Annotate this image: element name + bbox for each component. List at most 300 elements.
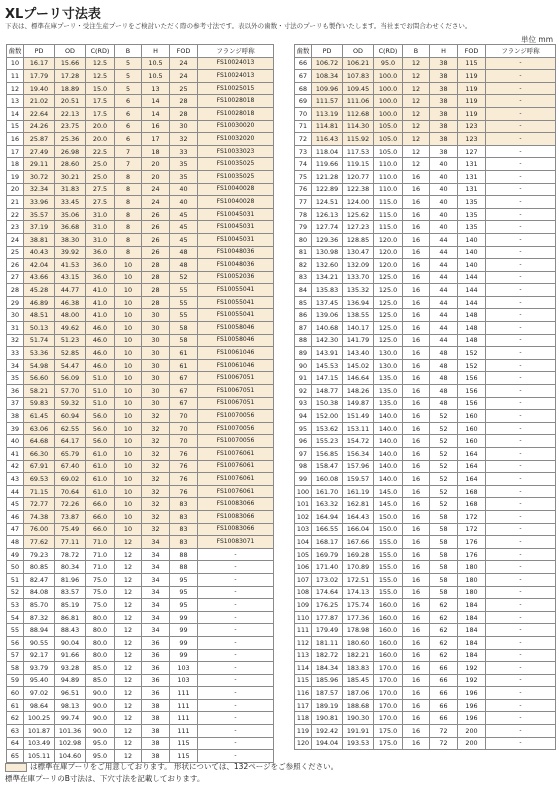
table-cell: 99	[170, 649, 198, 662]
table-cell: 16	[403, 221, 430, 234]
table-cell: -	[486, 510, 556, 523]
table-cell: -	[486, 158, 556, 171]
table-cell: 59.32	[55, 397, 86, 410]
table-cell: 45	[170, 208, 198, 221]
table-cell: 16	[403, 448, 430, 461]
table-cell: 60	[7, 687, 24, 700]
table-cell: 140.68	[312, 322, 343, 335]
table-row	[295, 422, 556, 435]
table-cell: 110	[295, 611, 312, 624]
table-cell: 32	[142, 510, 170, 523]
table-cell: 17.28	[55, 70, 86, 83]
table-cell: 66	[430, 712, 458, 725]
table-cell: 150.0	[374, 510, 403, 523]
table-cell: 31.0	[86, 233, 115, 246]
table-cell: 38	[430, 95, 458, 108]
table-cell: 17	[142, 133, 170, 146]
table-row	[7, 725, 274, 738]
col-fod: FOD	[458, 45, 486, 58]
table-cell: 40	[430, 183, 458, 196]
table-cell: 111.06	[343, 95, 374, 108]
table-cell: 148	[458, 322, 486, 335]
table-cell: 103	[170, 662, 198, 675]
table-cell: 92	[295, 385, 312, 398]
table-cell: 110.0	[374, 158, 403, 171]
table-cell: 15	[7, 120, 24, 133]
table-cell: 16	[403, 611, 430, 624]
table-cell: -	[198, 548, 274, 561]
table-cell: FS10045031	[198, 208, 274, 221]
table-row	[7, 334, 274, 347]
table-cell: 44	[430, 296, 458, 309]
table-cell: 104.60	[55, 750, 86, 763]
table-cell: 85	[295, 296, 312, 309]
table-cell: 16	[403, 460, 430, 473]
table-cell: 44	[430, 322, 458, 335]
table-cell: 120.0	[374, 233, 403, 246]
table-cell: 16	[403, 372, 430, 385]
table-cell: 158.47	[312, 460, 343, 473]
table-cell: 76.00	[24, 523, 55, 536]
table-cell: 46.38	[55, 296, 86, 309]
table-row	[295, 158, 556, 171]
table-cell: 30	[142, 334, 170, 347]
table-cell: 40.43	[24, 246, 55, 259]
table-cell: -	[198, 712, 274, 725]
table-cell: 108	[295, 586, 312, 599]
table-cell: 6	[115, 95, 142, 108]
table-cell: 25.0	[86, 158, 115, 171]
table-cell: -	[486, 536, 556, 549]
table-cell: 32	[142, 473, 170, 486]
table-cell: 10	[115, 448, 142, 461]
table-cell: 80.85	[24, 561, 55, 574]
table-cell: 52	[430, 498, 458, 511]
table-cell: 137.45	[312, 296, 343, 309]
table-cell: 79.23	[24, 548, 55, 561]
table-cell: 100.0	[374, 70, 403, 83]
table-cell: 63.06	[24, 422, 55, 435]
table-cell: 107.83	[343, 70, 374, 83]
table-cell: 46.0	[86, 347, 115, 360]
table-cell: 12	[115, 586, 142, 599]
table-cell: 66	[430, 674, 458, 687]
table-cell: 40	[430, 170, 458, 183]
table-cell: 40	[430, 158, 458, 171]
table-cell: 16	[403, 599, 430, 612]
table-cell: -	[486, 523, 556, 536]
table-cell: 105.0	[374, 133, 403, 146]
table-cell: 106.21	[343, 57, 374, 70]
table-cell: 44	[430, 233, 458, 246]
table-cell: 16	[403, 347, 430, 360]
table-cell: 30	[142, 309, 170, 322]
table-cell: 135	[458, 196, 486, 209]
table-cell: 139.06	[312, 309, 343, 322]
table-cell: 71	[295, 120, 312, 133]
table-cell: 164	[458, 448, 486, 461]
table-cell: 71.0	[86, 536, 115, 549]
table-cell: 36	[142, 674, 170, 687]
table-cell: 152.00	[312, 410, 343, 423]
table-cell: 75.0	[86, 586, 115, 599]
table-cell: FS10025015	[198, 82, 274, 95]
table-cell: 70	[170, 410, 198, 423]
table-cell: 64.68	[24, 435, 55, 448]
table-cell: 76	[295, 183, 312, 196]
table-cell: 180	[458, 561, 486, 574]
table-cell: -	[486, 649, 556, 662]
table-cell: 105.0	[374, 120, 403, 133]
table-cell: 171.40	[312, 561, 343, 574]
table-row	[295, 347, 556, 360]
table-cell: 26	[142, 208, 170, 221]
table-cell: 99	[295, 473, 312, 486]
table-cell: 36	[7, 385, 24, 398]
table-row	[7, 233, 274, 246]
table-cell: 87	[295, 322, 312, 335]
table-cell: 26.98	[55, 145, 86, 158]
table-cell: 106	[295, 561, 312, 574]
table-cell: 25.36	[55, 133, 86, 146]
table-cell: 109.96	[312, 82, 343, 95]
table-cell: 52	[430, 460, 458, 473]
table-row	[295, 510, 556, 523]
table-cell: 40	[170, 196, 198, 209]
table-cell: 145.53	[312, 359, 343, 372]
table-cell: 10	[115, 422, 142, 435]
table-row	[295, 674, 556, 687]
table-row	[295, 523, 556, 536]
table-cell: 25.87	[24, 133, 55, 146]
table-cell: 148	[458, 309, 486, 322]
table-cell: 177.87	[312, 611, 343, 624]
table-cell: 35	[7, 372, 24, 385]
table-cell: 114.81	[312, 120, 343, 133]
table-cell: 44	[430, 259, 458, 272]
table-cell: 31.0	[86, 221, 115, 234]
table-cell: 24	[170, 57, 198, 70]
table-cell: FS10076061	[198, 485, 274, 498]
table-cell: -	[486, 460, 556, 473]
table-cell: 44.77	[55, 284, 86, 297]
table-cell: 8	[115, 233, 142, 246]
table-row	[7, 485, 274, 498]
table-cell: FS10067051	[198, 372, 274, 385]
table-row	[295, 397, 556, 410]
table-cell: 156	[458, 397, 486, 410]
table-cell: FS10058046	[198, 334, 274, 347]
table-cell: 26	[7, 259, 24, 272]
table-cell: 8	[115, 246, 142, 259]
table-cell: 72.26	[55, 498, 86, 511]
table-cell: 62	[430, 624, 458, 637]
table-cell: 184	[458, 649, 486, 662]
table-row	[7, 498, 274, 511]
table-cell: 35.06	[55, 208, 86, 221]
table-cell: 48	[7, 536, 24, 549]
table-cell: -	[486, 284, 556, 297]
table-row	[295, 322, 556, 335]
table-cell: 119	[458, 70, 486, 83]
table-cell: 168	[458, 498, 486, 511]
table-cell: 22.13	[55, 107, 86, 120]
table-cell: 12	[115, 536, 142, 549]
table-row	[7, 737, 274, 750]
unit-label: 単位 mm	[521, 35, 553, 44]
table-cell: 95.40	[24, 674, 55, 687]
table-cell: 38	[142, 737, 170, 750]
table-cell: FS10067051	[198, 397, 274, 410]
table-cell: 59.83	[24, 397, 55, 410]
table-row	[7, 636, 274, 649]
table-cell: 67	[170, 397, 198, 410]
table-cell: FS10040028	[198, 183, 274, 196]
table-cell: 100.0	[374, 107, 403, 120]
table-cell: 172	[458, 523, 486, 536]
table-cell: 140	[458, 233, 486, 246]
table-cell: 120.77	[343, 170, 374, 183]
table-cell: 83	[170, 510, 198, 523]
table-row	[7, 309, 274, 322]
table-cell: -	[486, 397, 556, 410]
table-cell: 178.98	[343, 624, 374, 637]
table-cell: 83	[170, 498, 198, 511]
table-cell: 58	[430, 573, 458, 586]
table-cell: 34	[142, 586, 170, 599]
table-row	[295, 712, 556, 725]
table-cell: 105	[295, 548, 312, 561]
table-cell: 160.0	[374, 624, 403, 637]
table-cell: 35	[170, 158, 198, 171]
table-cell: 113	[295, 649, 312, 662]
table-cell: 68	[295, 82, 312, 95]
table-cell: 20	[7, 183, 24, 196]
table-cell: 119	[458, 95, 486, 108]
table-row	[7, 473, 274, 486]
table-header	[295, 45, 556, 58]
table-cell: 75.0	[86, 573, 115, 586]
table-cell: 86.81	[55, 611, 86, 624]
table-cell: 13	[142, 82, 170, 95]
table-cell: 160.08	[312, 473, 343, 486]
table-cell: 36.68	[55, 221, 86, 234]
table-cell: 35	[170, 170, 198, 183]
table-row	[7, 133, 274, 146]
table-cell: 56.0	[86, 422, 115, 435]
table-cell: 90.55	[24, 636, 55, 649]
table-cell: 36.0	[86, 259, 115, 272]
table-cell: 143.40	[343, 347, 374, 360]
table-cell: 32	[142, 435, 170, 448]
table-cell: 16	[403, 397, 430, 410]
table-cell: 38	[430, 120, 458, 133]
table-cell: 87.32	[24, 611, 55, 624]
table-row	[7, 145, 274, 158]
table-cell: 30.72	[24, 170, 55, 183]
table-cell: 43.66	[24, 271, 55, 284]
table-cell: 30	[142, 359, 170, 372]
table-cell: 96.51	[55, 687, 86, 700]
table-cell: 12.5	[86, 70, 115, 83]
table-row	[295, 662, 556, 675]
table-cell: 8	[115, 183, 142, 196]
table-cell: 40	[430, 208, 458, 221]
table-row	[295, 485, 556, 498]
table-cell: 76	[170, 460, 198, 473]
table-cell: 16	[403, 246, 430, 259]
table-cell: 30	[142, 322, 170, 335]
table-cell: 95.0	[86, 750, 115, 763]
table-cell: -	[486, 196, 556, 209]
table-cell: 56.0	[86, 410, 115, 423]
table-cell: 70	[170, 422, 198, 435]
table-row	[7, 95, 274, 108]
table-row	[295, 737, 556, 750]
table-cell: 90.0	[86, 687, 115, 700]
table-cell: -	[486, 737, 556, 750]
table-cell: 72	[430, 737, 458, 750]
table-header	[7, 45, 274, 58]
table-cell: 73	[295, 145, 312, 158]
table-cell: 26	[142, 221, 170, 234]
table-cell: 97.02	[24, 687, 55, 700]
table-cell: 141.79	[343, 334, 374, 347]
table-cell: 156	[458, 372, 486, 385]
table-cell: FS10083071	[198, 536, 274, 549]
table-cell: 122.38	[343, 183, 374, 196]
table-cell: 116.43	[312, 133, 343, 146]
table-cell: 14	[7, 107, 24, 120]
table-cell: 32	[7, 334, 24, 347]
table-cell: 27	[7, 271, 24, 284]
table-cell: FS10032020	[198, 133, 274, 146]
table-cell: 34	[7, 359, 24, 372]
table-cell: 16	[403, 196, 430, 209]
table-cell: 16	[403, 498, 430, 511]
table-cell: 54.98	[24, 359, 55, 372]
table-cell: FS10048036	[198, 246, 274, 259]
table-cell: 38	[430, 133, 458, 146]
table-cell: 196	[458, 712, 486, 725]
table-cell: 156	[458, 385, 486, 398]
table-cell: 33	[170, 145, 198, 158]
legend-text: は標準在庫プーリをご用意しております。 形状については、132ページをご参照ください。	[30, 762, 339, 771]
table-cell: 115	[170, 737, 198, 750]
table-cell: 8	[115, 170, 142, 183]
table-cell: -	[486, 271, 556, 284]
table-cell: 52	[430, 473, 458, 486]
table-cell: 12	[115, 712, 142, 725]
table-cell: 66.0	[86, 510, 115, 523]
table-cell: 28.60	[55, 158, 86, 171]
table-cell: 37	[7, 397, 24, 410]
table-cell: 10	[115, 410, 142, 423]
table-cell: 58	[430, 536, 458, 549]
table-cell: 95	[170, 599, 198, 612]
table-cell: 46.0	[86, 359, 115, 372]
table-cell: 61.0	[86, 485, 115, 498]
table-row	[295, 636, 556, 649]
table-cell: -	[486, 233, 556, 246]
table-cell: 115	[295, 674, 312, 687]
table-cell: -	[486, 674, 556, 687]
table-cell: 132.09	[343, 259, 374, 272]
table-cell: 95	[295, 422, 312, 435]
table-cell: 52	[430, 435, 458, 448]
table-cell: -	[198, 599, 274, 612]
table-row	[295, 246, 556, 259]
table-cell: -	[486, 712, 556, 725]
table-cell: 117	[295, 699, 312, 712]
table-cell: 28	[7, 284, 24, 297]
table-cell: 52	[430, 485, 458, 498]
table-cell: 10.5	[142, 57, 170, 70]
table-row	[7, 284, 274, 297]
table-cell: 130.47	[343, 246, 374, 259]
table-cell: -	[486, 435, 556, 448]
table-cell: 56.60	[24, 372, 55, 385]
table-cell: FS10055041	[198, 309, 274, 322]
table-cell: 164	[458, 473, 486, 486]
table-cell: -	[486, 624, 556, 637]
table-cell: 7	[115, 145, 142, 158]
table-cell: 26	[142, 246, 170, 259]
table-cell: 119.66	[312, 158, 343, 171]
table-cell: 111	[295, 624, 312, 637]
table-cell: 40	[430, 196, 458, 209]
table-cell: 192	[458, 662, 486, 675]
table-cell: 91	[295, 372, 312, 385]
table-cell: 81.96	[55, 573, 86, 586]
table-cell: 16	[403, 548, 430, 561]
table-cell: 120.0	[374, 246, 403, 259]
table-cell: 27.49	[24, 145, 55, 158]
table-cell: 52	[430, 410, 458, 423]
table-cell: 39	[7, 422, 24, 435]
table-cell: 90	[295, 359, 312, 372]
table-cell: 22	[7, 208, 24, 221]
table-row	[295, 573, 556, 586]
table-cell: -	[198, 662, 274, 675]
table-row	[7, 523, 274, 536]
table-cell: 30	[170, 120, 198, 133]
table-cell: 38	[142, 699, 170, 712]
table-cell: 155.0	[374, 548, 403, 561]
table-cell: 82.47	[24, 573, 55, 586]
table-cell: 185.45	[343, 674, 374, 687]
table-cell: 164.94	[312, 510, 343, 523]
table-cell: 10	[115, 498, 142, 511]
table-cell: FS10076061	[198, 460, 274, 473]
table-cell: 50	[7, 561, 24, 574]
table-cell: 184	[458, 611, 486, 624]
table-cell: 12	[115, 611, 142, 624]
table-cell: 133.70	[343, 271, 374, 284]
table-cell: 170.0	[374, 712, 403, 725]
table-cell: 192	[458, 674, 486, 687]
table-cell: 61	[170, 359, 198, 372]
table-cell: 131	[458, 183, 486, 196]
table-cell: 174.13	[343, 586, 374, 599]
table-cell: 116	[295, 687, 312, 700]
table-cell: 10	[115, 322, 142, 335]
table-cell: 140.0	[374, 448, 403, 461]
table-cell: 20.0	[86, 120, 115, 133]
table-cell: 16	[403, 536, 430, 549]
table-cell: 36	[142, 636, 170, 649]
table-row	[7, 183, 274, 196]
